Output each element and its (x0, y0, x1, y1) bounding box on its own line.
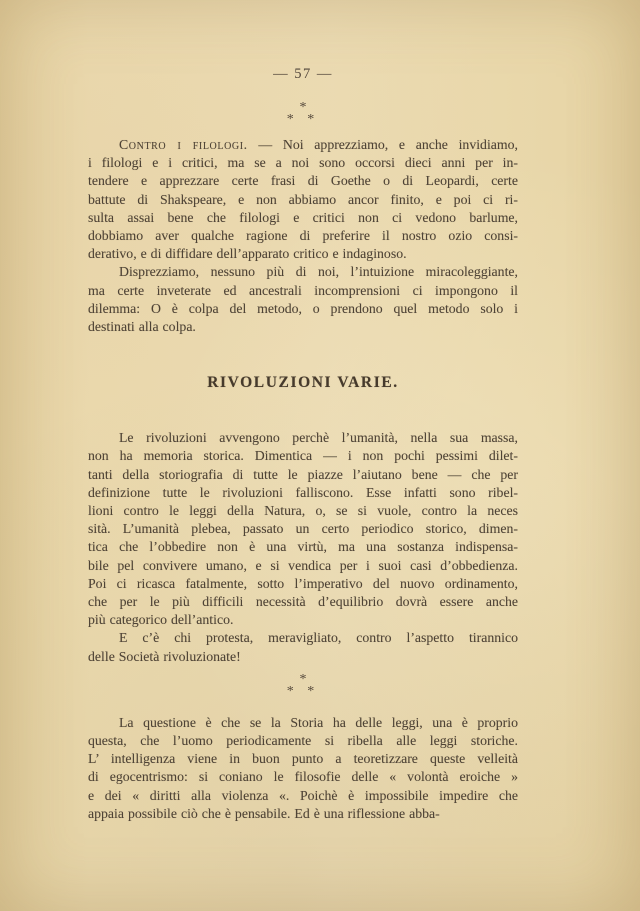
text-line: e dei « diritti alla violenza «. Poichè è impossibile impedire che (88, 787, 518, 803)
text-line: dobbiamo aver qualche ragione di preferire il nostro ozio consi- (88, 228, 518, 244)
text-line: sulta assai bene che filologi e critici non ci vedono barlume, (88, 209, 518, 225)
text-line: L’ intelligenza viene in buon punto a teoretizzare queste velleità (88, 751, 518, 767)
text-line: tica che l’obbedire non è una virtù, ma una sostanza indispensa- (88, 539, 518, 555)
text-line: battute di Shakspeare, e non abbiamo ancor finito, e poi ci ri- (88, 191, 518, 207)
text-line: E c’è chi protesta, meravigliato, contro l’aspetto tirannico (119, 630, 518, 646)
asterism-top: * (299, 671, 307, 687)
text-line: derativo, e di diffidare dell’apparato critico e indaginoso. (88, 246, 407, 262)
asterism-bottom: * * (286, 683, 320, 699)
text-line: questa, che l’uomo periodicamente si ribella alle leggi storiche. (88, 733, 518, 749)
text-line: i filologi e i critici, ma se a noi sono occorsi dieci anni per in- (88, 155, 518, 171)
text-line: Contro i filologi. — Noi apprezziamo, e anche invidiamo, (119, 137, 518, 152)
text-line: più categorico dell’antico. (88, 612, 234, 628)
paragraph-e-ce-chi-protesta (88, 629, 518, 665)
text-line: La questione è che se la Storia ha delle leggi, una è proprio (119, 714, 518, 730)
text-line: di egocentrismo: si coniano le filosofie delle « volontà eroiche » (88, 769, 518, 785)
text-line: non ha memoria storica. Dimentica — i non pochi pessimi dilet- (88, 448, 518, 464)
text-line: definizione tutte le rivoluzioni falliscono. Esse infatti sono ribel- (88, 484, 518, 500)
text-line: appaia possibile ciò che è pensabile. Ed è una riflessione abba- (88, 805, 440, 821)
section-heading: RIVOLUZIONI VARIE. (207, 374, 399, 392)
text-line: sità. L’umanità plebea, passato un certo periodico storico, dimen- (88, 521, 518, 537)
paragraph-la-questione (88, 714, 518, 823)
text-line: dilemma: O è colpa del metodo, o prendono quel metodo solo i (88, 300, 518, 316)
text-line: Disprezziamo, nessuno più di noi, l’intuizione miracoleggiante, (119, 264, 518, 280)
text-line: destinati alla colpa. (88, 319, 196, 335)
paragraph-contro-i-filologi (88, 136, 518, 263)
page-number: — 57 — (273, 66, 333, 82)
text-line: lioni contro le leggi della Natura, o, se si vuole, contro la neces (88, 503, 518, 519)
text-line: Le rivoluzioni avvengono perchè l’umanità, nella sua massa, (119, 430, 518, 446)
text-line: bile pel convivere umano, e si vendica per i suoi casi d’obbedienza. (88, 557, 518, 573)
text-block (88, 0, 518, 823)
asterism-icon (88, 102, 518, 126)
asterism-icon (88, 671, 518, 699)
text-line: delle Società rivoluzionate! (88, 648, 241, 664)
text-line: ma certe inveterate ed ancestrali incomprensioni ci impongono il (88, 282, 518, 298)
lead-in-small-caps: Contro i filologi. (119, 137, 248, 152)
asterism-top: * (299, 100, 307, 115)
text-line: tanti della storiografia di tutte le piazze l’aiutano bene — che per (88, 466, 518, 482)
text-line: Poi ci ricasca fatalmente, sotto l’imperativo del nuovo ordinamento, (88, 575, 518, 591)
asterism-bottom: * * (286, 112, 320, 127)
paragraph-disprezziamo (88, 263, 518, 336)
text-line: che per le più difficili necessità d’equilibrio dovrà essere anche (88, 594, 518, 610)
paragraph-le-rivoluzioni (88, 429, 518, 629)
text-line: tendere e apprezzare certe frasi di Goethe o di Leopardi, certe (88, 173, 518, 189)
